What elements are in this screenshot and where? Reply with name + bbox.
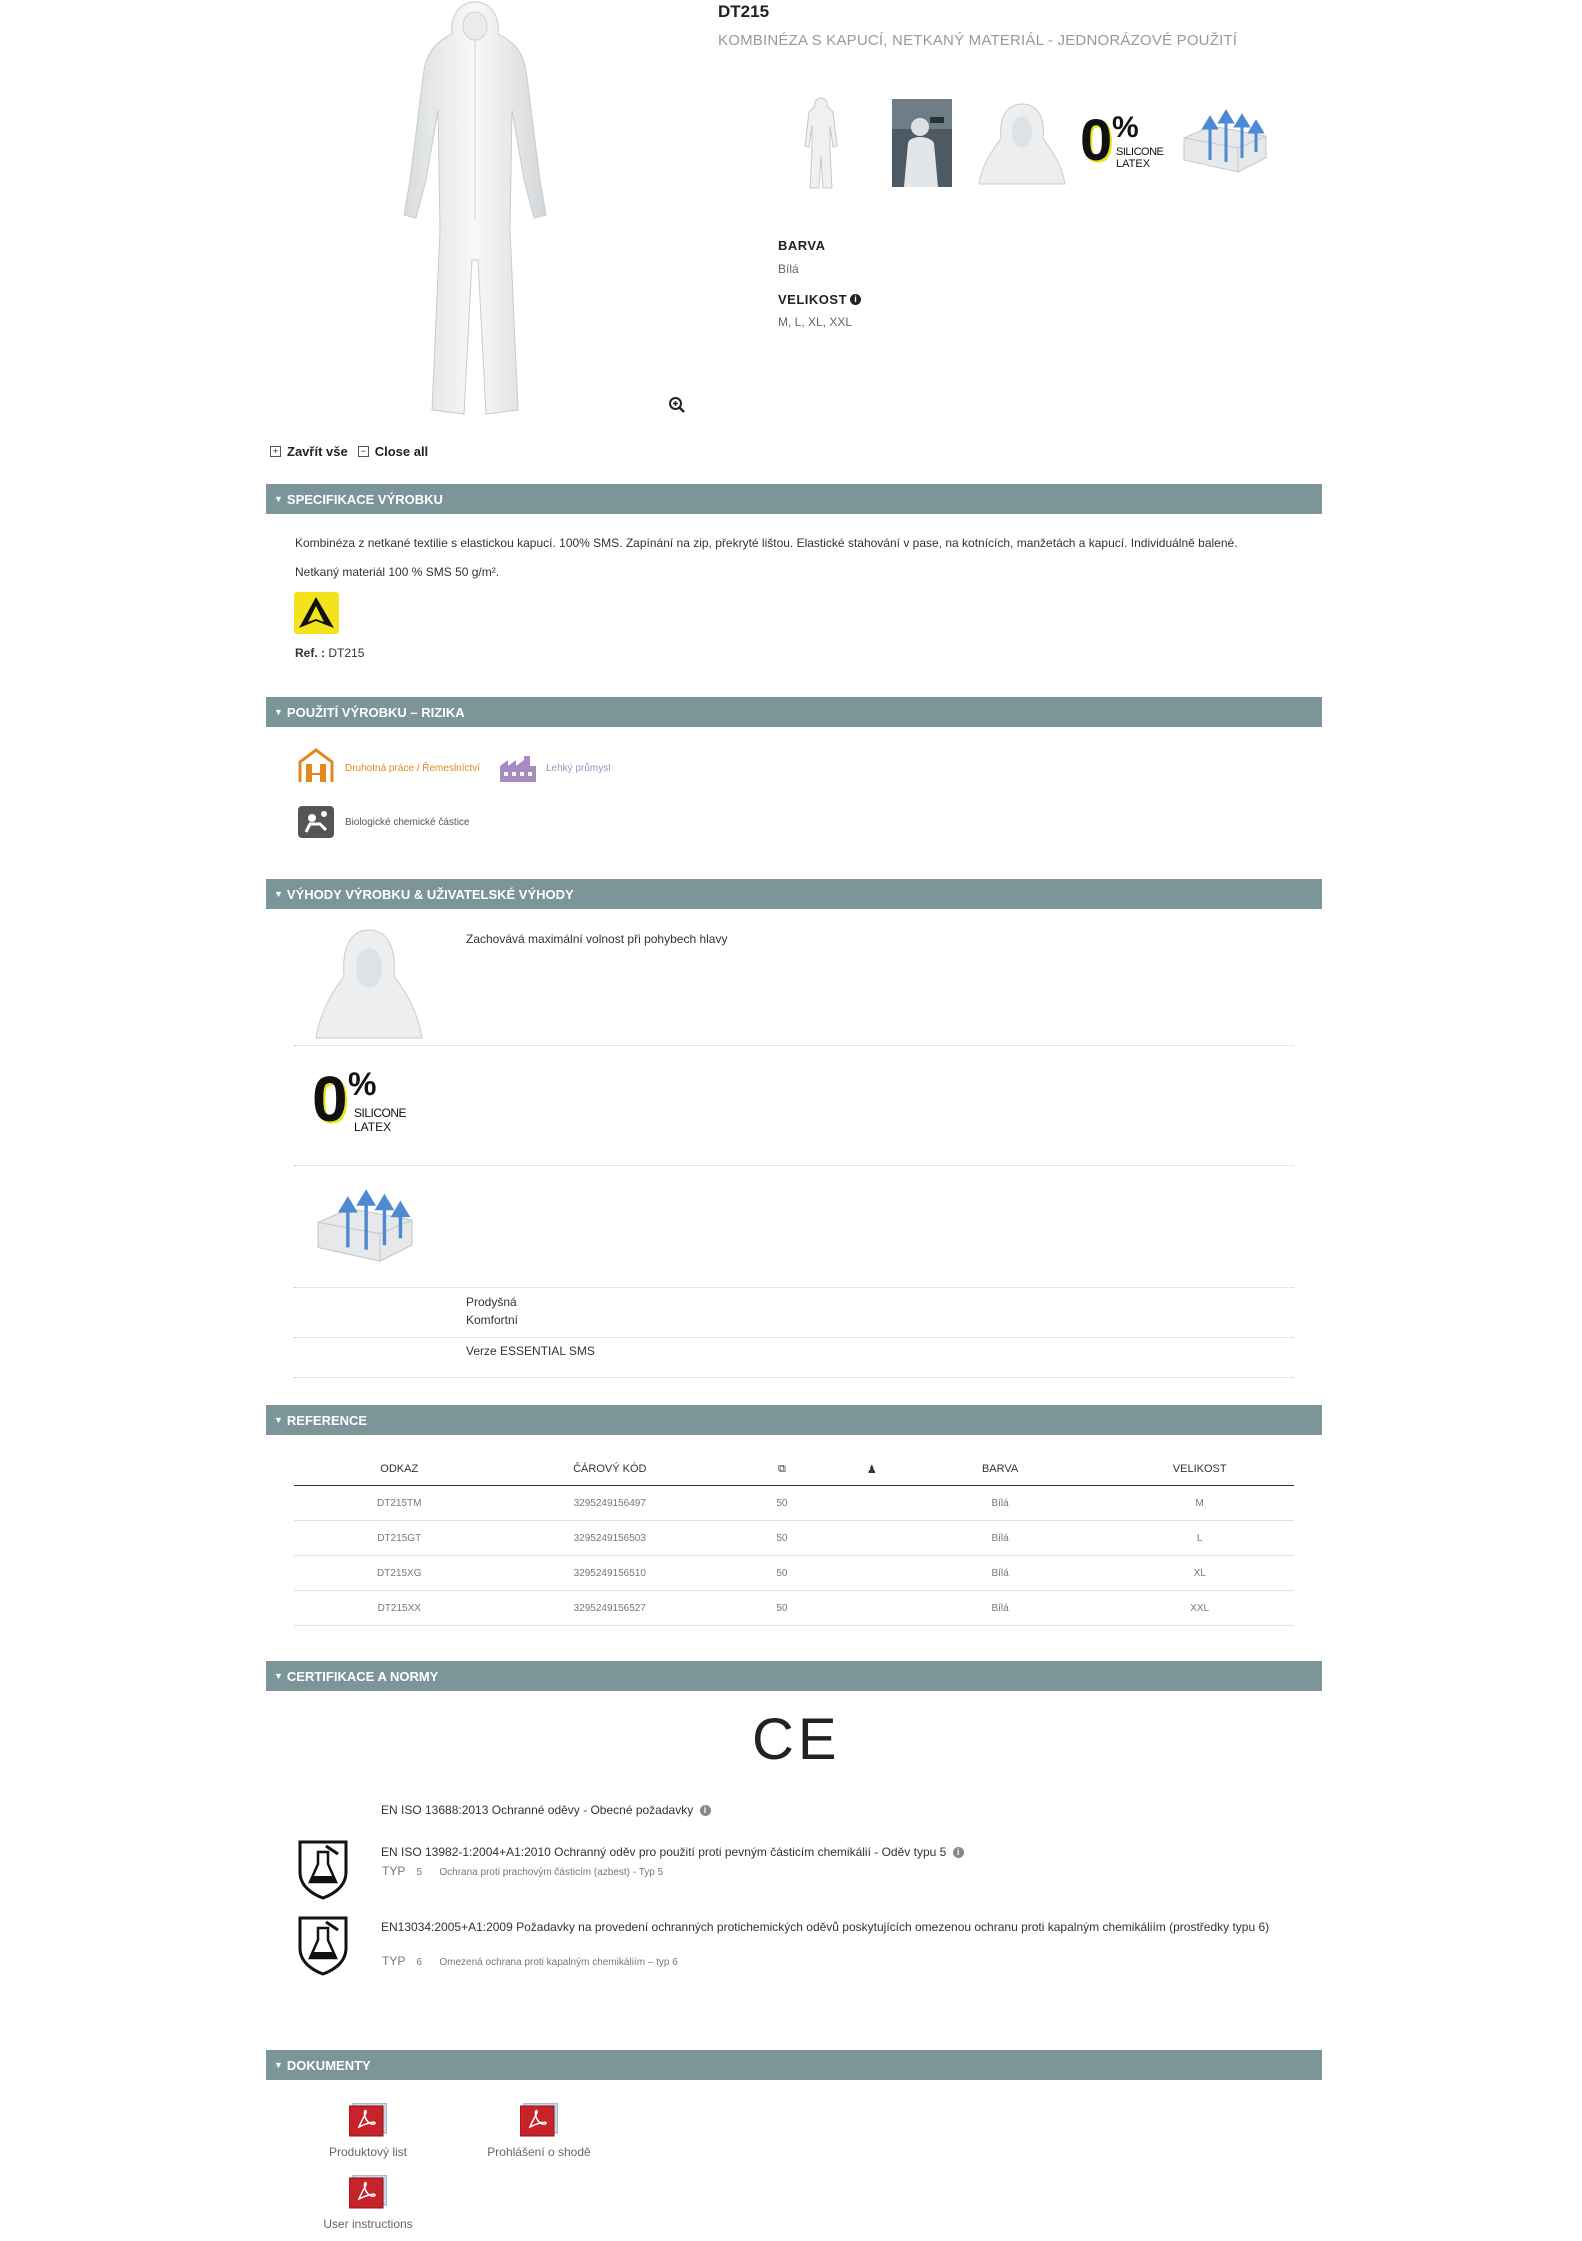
size-label: VELIKOST [778,292,848,307]
product-title: DT215 [718,2,770,21]
info-icon[interactable]: i [700,1805,711,1816]
close-all-link[interactable]: Close all [374,444,429,459]
ref-row: Ref. : DT215 [295,646,365,660]
color-label: BARVA [778,238,826,253]
doc-declaration[interactable] [459,2103,619,2159]
col-odkaz: ODKAZ [294,1453,505,1486]
usage-industry-icon [500,754,536,782]
info-icon[interactable]: i [953,1847,964,1858]
benefit-line-version: Verze ESSENTIAL SMS [466,1344,595,1358]
reference-table [294,1453,1294,1626]
plus-square-icon[interactable]: + [270,446,281,457]
usage-bio-icon [298,806,334,838]
benefit-hood-text: Zachovává maximální volnost při pohybech hlavy [466,932,728,946]
toggle-row [270,444,428,459]
table-row: DT215XG 3295249156510 50 Bílá XL [294,1556,1294,1591]
pdf-icon [520,2103,558,2137]
benefit-breathable-image [310,1188,420,1268]
doc-user-instructions[interactable] [288,2175,448,2231]
benefit-silicone-badge: 0 % SILICONE LATEX [312,1063,407,1135]
norm-13688: EN ISO 13688:2013 Ochranné oděvy - Obecné požadavky i [381,1803,711,1817]
open-all-link[interactable]: Zavřít vše [287,444,348,459]
deltaplus-logo-icon [294,592,339,634]
norm-13034-type: TYP 6 Omezená ochrana proti kapalným chemikáliím – typ 6 [382,1954,678,1968]
divider [294,1337,1294,1338]
doc-label: Produktový list [328,2145,408,2159]
caret-down-icon: ▼ [274,1671,283,1681]
section-spec-header[interactable]: ▼ SPECIFIKACE VÝROBKU [266,484,1322,514]
coverall-thumb[interactable] [774,96,868,190]
norm-13982-type: TYP 5 Ochrana proti prachovým částicím (azbest) - Typ 5 [382,1864,664,1878]
section-usage-header[interactable]: ▼ POUŽITÍ VÝROBKU – RIZIKA [266,697,1322,727]
chemical-protection-icon [296,1914,350,1976]
section-reference-header[interactable]: ▼ REFERENCE [266,1405,1322,1435]
table-row: DT215TM 3295249156497 50 Bílá M [294,1486,1294,1521]
table-header-row [294,1453,1294,1486]
caret-down-icon: ▼ [274,2060,283,2070]
usage-item-label: Druhotná práce / Řemeslníctví [345,763,481,774]
section-cert-header[interactable]: ▼ CERTIFIKACE A NORMY [266,1661,1322,1691]
col-box-icon: ⧉ [715,1453,849,1486]
info-icon[interactable]: i [850,294,861,305]
table-row: DT215XX 3295249156527 50 Bílá XXL [294,1591,1294,1626]
worker-photo-thumb[interactable] [875,96,969,190]
silicone-latex-thumb[interactable]: 0 % SILICONE LATEX [1080,108,1164,173]
size-label-row [778,291,861,309]
norm-13034: EN13034:2005+A1:2009 Požadavky na provedení ochranných protichemických oděvů poskytujících omezenou ochranu proti kapalným chemikáliím (prostředky typu 6) [381,1920,1270,1934]
divider [294,1287,1294,1288]
pdf-icon [349,2175,387,2209]
product-main-image[interactable] [380,0,570,425]
table-row: DT215GT 3295249156503 50 Bílá L [294,1521,1294,1556]
doc-label: User instructions [323,2217,413,2231]
breathable-thumb[interactable] [1178,96,1272,190]
benefit-hood-image [314,926,424,1040]
usage-item-label: Lehký průmysl [546,763,611,774]
pdf-icon [349,2103,387,2137]
divider [294,1377,1294,1378]
size-value: M, L, XL, XXL [778,315,853,329]
hood-thumb[interactable] [975,96,1069,190]
doc-product-sheet[interactable] [288,2103,448,2159]
col-barva: BARVA [895,1453,1106,1486]
col-person-icon: ♟ [849,1453,895,1486]
caret-down-icon: ▼ [274,889,283,899]
divider [294,1165,1294,1166]
spec-material: Netkaný materiál 100 % SMS 50 g/m². [295,565,500,579]
divider [294,1045,1294,1046]
norm-13982: EN ISO 13982-1:2004+A1:2010 Ochranný oděv pro použití proti pevným částicím chemikálií - Oděv typu 5 i [381,1845,964,1859]
col-velikost: VELIKOST [1105,1453,1294,1486]
benefit-line-comfortable: Komfortní [466,1313,519,1327]
section-benefits-header[interactable]: ▼ VÝHODY VÝROBKU & UŽIVATELSKÉ VÝHODY [266,879,1322,909]
section-docs-header[interactable]: ▼ DOKUMENTY [266,2050,1322,2080]
chemical-protection-icon [296,1838,350,1900]
color-value: Bílá [778,262,799,276]
minus-square-icon[interactable]: − [358,446,369,457]
benefit-line-breathable: Prodyšná [466,1295,517,1309]
product-subtitle: KOMBINÉZA S KAPUCÍ, NETKANÝ MATERIÁL - JEDNORÁZOVÉ POUŽITÍ [718,32,1238,49]
col-barcode: ČÁROVÝ KÓD [505,1453,716,1486]
usage-craft-icon [298,748,334,784]
caret-down-icon: ▼ [274,1415,283,1425]
zoom-icon[interactable] [668,396,686,414]
caret-down-icon: ▼ [274,707,283,717]
usage-item-label: Biologické chemické částice [345,817,470,828]
ref-value: DT215 [328,646,365,660]
doc-label: Prohlášení o shodě [487,2145,591,2159]
caret-down-icon: ▼ [274,494,283,504]
ce-mark-icon: CE [752,1707,841,1772]
spec-description: Kombinéza z netkané textilie s elastickou kapucí. 100% SMS. Zapínání na zip, překryté lištou. Elastické stahování v pase, na kotnících, manžetách a kapucí. Individuálně balené. [295,536,1238,550]
